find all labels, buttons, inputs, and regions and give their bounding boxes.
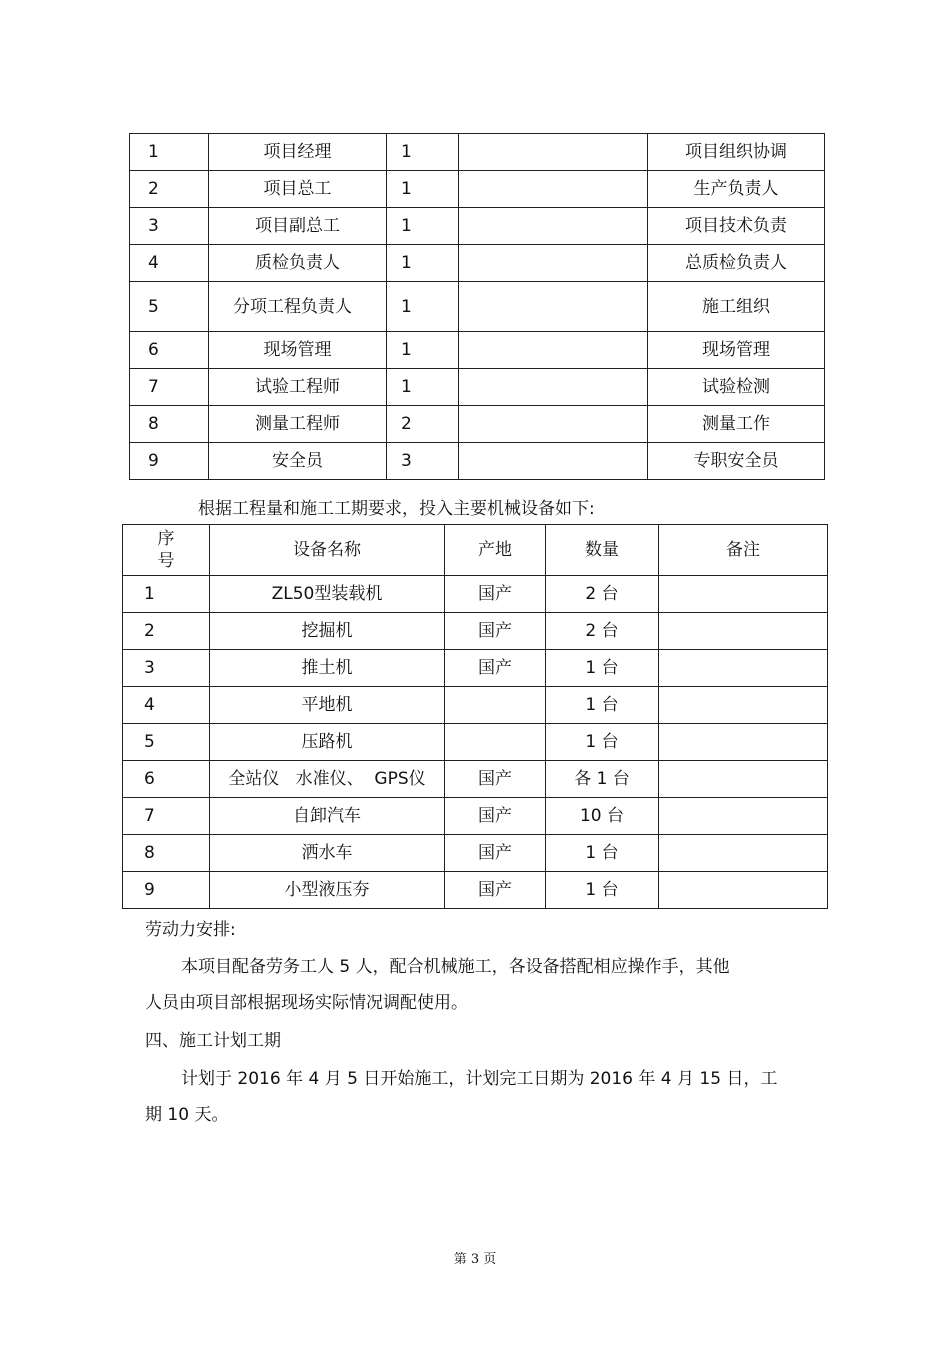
header-seq-text: 序号 (157, 529, 175, 571)
staff-cell-seq: 9 (130, 443, 209, 480)
section4-heading: 四、施工计划工期 (145, 1031, 281, 1051)
staff-row (130, 171, 825, 208)
equipment-cell-origin: 国产 (445, 613, 546, 650)
staff-cell-seq: 8 (130, 406, 209, 443)
equipment-cell-name: 小型液压夯 (210, 872, 445, 909)
staff-row (130, 406, 825, 443)
equipment-table (122, 524, 828, 909)
equipment-cell-remarks (659, 872, 828, 909)
staff-cell-duty: 生产负责人 (648, 171, 825, 208)
staff-cell-count: 1 (387, 245, 459, 282)
equipment-row (123, 576, 828, 613)
equipment-cell-seq: 1 (123, 576, 210, 613)
equipment-cell-origin: 国产 (445, 798, 546, 835)
staff-cell-blank (459, 406, 648, 443)
staff-cell-blank (459, 443, 648, 480)
staff-cell-count: 1 (387, 208, 459, 245)
equipment-row (123, 650, 828, 687)
equipment-cell-origin: 国产 (445, 576, 546, 613)
staff-cell-duty: 施工组织 (648, 282, 825, 332)
staff-row (130, 282, 825, 332)
staff-cell-count: 1 (387, 332, 459, 369)
equipment-cell-seq: 5 (123, 724, 210, 761)
staff-cell-seq: 2 (130, 171, 209, 208)
staff-cell-blank (459, 282, 648, 332)
staff-cell-duty: 项目技术负责 (648, 208, 825, 245)
labor-paragraph-line1: 本项目配备劳务工人 5 人，配合机械施工，各设备搭配相应操作手，其他 (181, 957, 730, 977)
staff-cell-count: 1 (387, 134, 459, 171)
equipment-row (123, 613, 828, 650)
equipment-cell-quantity: 1 台 (546, 872, 659, 909)
equipment-row (123, 687, 828, 724)
staff-cell-position: 质检负责人 (209, 245, 387, 282)
staff-row (130, 443, 825, 480)
staff-cell-position: 安全员 (209, 443, 387, 480)
equipment-cell-seq: 3 (123, 650, 210, 687)
staff-row (130, 245, 825, 282)
staff-row (130, 134, 825, 171)
equipment-cell-origin: 国产 (445, 761, 546, 798)
staff-cell-seq: 1 (130, 134, 209, 171)
staff-cell-duty: 试验检测 (648, 369, 825, 406)
equipment-cell-name: 自卸汽车 (210, 798, 445, 835)
staff-cell-count: 3 (387, 443, 459, 480)
equipment-intro: 根据工程量和施工工期要求，投入主要机械设备如下: (198, 499, 595, 519)
equipment-cell-name: 洒水车 (210, 835, 445, 872)
equipment-cell-name: 压路机 (210, 724, 445, 761)
staff-cell-blank (459, 245, 648, 282)
equipment-cell-name: 全站仪 水准仪、 GPS仪 (210, 761, 445, 798)
equipment-row (123, 835, 828, 872)
staff-cell-blank (459, 369, 648, 406)
staff-cell-duty: 专职安全员 (648, 443, 825, 480)
staff-row (130, 332, 825, 369)
staff-cell-duty: 项目组织协调 (648, 134, 825, 171)
header-seq (123, 525, 210, 576)
equipment-cell-remarks (659, 576, 828, 613)
staff-cell-seq: 6 (130, 332, 209, 369)
header-remarks: 备注 (659, 525, 828, 576)
equipment-cell-name: 平地机 (210, 687, 445, 724)
staff-cell-position: 分项工程负责人 (209, 282, 387, 332)
equipment-row (123, 724, 828, 761)
equipment-cell-quantity: 2 台 (546, 576, 659, 613)
staff-cell-count: 1 (387, 282, 459, 332)
staff-cell-seq: 7 (130, 369, 209, 406)
staff-cell-count: 2 (387, 406, 459, 443)
equipment-cell-remarks (659, 613, 828, 650)
equipment-cell-origin (445, 687, 546, 724)
equipment-cell-origin (445, 724, 546, 761)
equipment-cell-quantity: 1 台 (546, 724, 659, 761)
staff-cell-count: 1 (387, 369, 459, 406)
equipment-cell-origin: 国产 (445, 872, 546, 909)
staff-cell-duty: 总质检负责人 (648, 245, 825, 282)
equipment-cell-quantity: 1 台 (546, 835, 659, 872)
equipment-cell-seq: 6 (123, 761, 210, 798)
labor-paragraph-line2: 人员由项目部根据现场实际情况调配使用。 (145, 993, 468, 1013)
equipment-cell-remarks (659, 798, 828, 835)
header-origin: 产地 (445, 525, 546, 576)
staff-cell-seq: 3 (130, 208, 209, 245)
staff-cell-blank (459, 208, 648, 245)
staff-row (130, 208, 825, 245)
equipment-cell-quantity: 2 台 (546, 613, 659, 650)
equipment-cell-seq: 2 (123, 613, 210, 650)
equipment-cell-quantity: 1 台 (546, 687, 659, 724)
equipment-cell-quantity: 1 台 (546, 650, 659, 687)
equipment-cell-seq: 7 (123, 798, 210, 835)
staff-cell-position: 测量工程师 (209, 406, 387, 443)
equipment-row (123, 872, 828, 909)
staff-cell-count: 1 (387, 171, 459, 208)
equipment-cell-remarks (659, 687, 828, 724)
staff-cell-blank (459, 332, 648, 369)
equipment-cell-origin: 国产 (445, 650, 546, 687)
equipment-cell-remarks (659, 761, 828, 798)
header-quantity: 数量 (546, 525, 659, 576)
header-name: 设备名称 (210, 525, 445, 576)
equipment-cell-quantity: 10 台 (546, 798, 659, 835)
schedule-line2: 期 10 天。 (145, 1105, 229, 1125)
equipment-header-row (123, 525, 828, 576)
equipment-cell-seq: 9 (123, 872, 210, 909)
equipment-cell-remarks (659, 650, 828, 687)
staff-cell-duty: 现场管理 (648, 332, 825, 369)
staff-cell-blank (459, 134, 648, 171)
equipment-row (123, 761, 828, 798)
equipment-cell-seq: 4 (123, 687, 210, 724)
equipment-cell-remarks (659, 835, 828, 872)
staff-cell-position: 项目经理 (209, 134, 387, 171)
equipment-cell-name: 挖掘机 (210, 613, 445, 650)
equipment-cell-name: 推土机 (210, 650, 445, 687)
equipment-cell-remarks (659, 724, 828, 761)
equipment-row (123, 798, 828, 835)
staff-table (129, 133, 825, 480)
equipment-cell-seq: 8 (123, 835, 210, 872)
page-number: 第 3 页 (453, 1252, 497, 1267)
staff-cell-duty: 测量工作 (648, 406, 825, 443)
labor-heading: 劳动力安排: (145, 920, 236, 940)
equipment-cell-origin: 国产 (445, 835, 546, 872)
equipment-cell-quantity: 各 1 台 (546, 761, 659, 798)
staff-row (130, 369, 825, 406)
staff-cell-position: 项目总工 (209, 171, 387, 208)
staff-cell-blank (459, 171, 648, 208)
staff-cell-seq: 5 (130, 282, 209, 332)
equipment-cell-name: ZL50型装载机 (210, 576, 445, 613)
staff-cell-position: 现场管理 (209, 332, 387, 369)
staff-cell-position: 项目副总工 (209, 208, 387, 245)
schedule-line1: 计划于 2016 年 4 月 5 日开始施工，计划完工日期为 2016 年 4 月 15 日，工 (181, 1069, 778, 1089)
staff-cell-seq: 4 (130, 245, 209, 282)
staff-cell-position: 试验工程师 (209, 369, 387, 406)
